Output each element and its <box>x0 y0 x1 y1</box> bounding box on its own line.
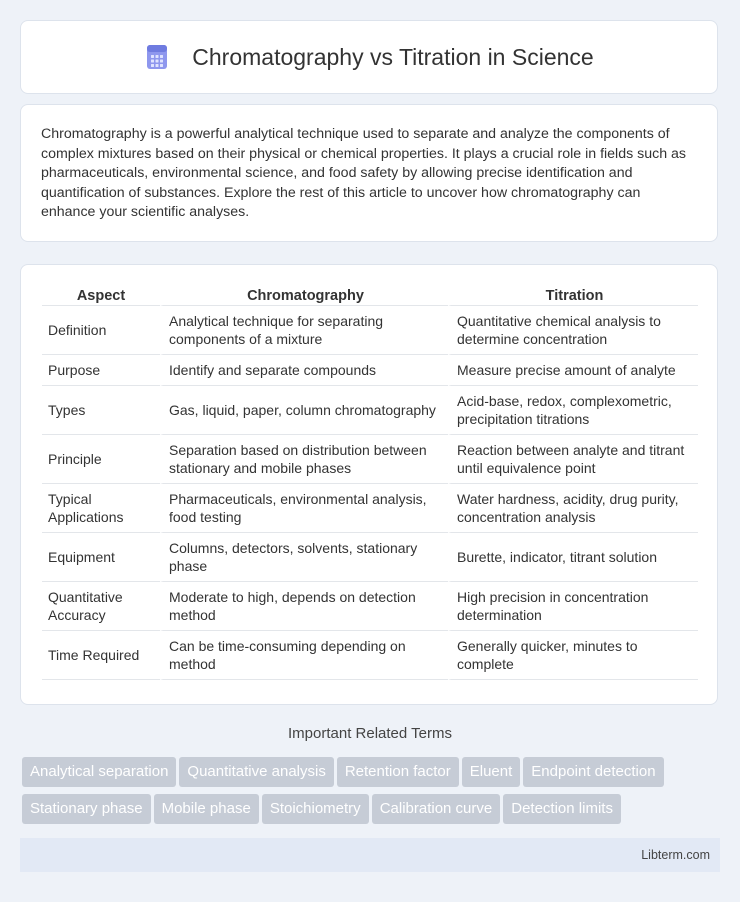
term-tag[interactable]: Analytical separation <box>22 757 176 787</box>
row-aspect: Principle <box>42 435 160 484</box>
page-title: Chromatography vs Titration in Science <box>192 43 594 70</box>
row-chromatography: Gas, liquid, paper, column chromatography <box>160 386 448 435</box>
term-tag[interactable]: Endpoint detection <box>523 757 663 787</box>
row-chromatography: Identify and separate compounds <box>160 355 448 386</box>
intro-text: Chromatography is a powerful analytical technique used to separate and analyze the components of complex mixtures based on their physical or chemical properties. It plays a crucial role in fields such as pharmaceuticals, environmental science, and food safety by allowing precise identification and quantification of substances. Explore the rest of this article to uncover how chromatography can enhance your scientific analyses. <box>41 126 687 220</box>
row-titration: Generally quicker, minutes to complete <box>448 631 698 680</box>
row-aspect: Time Required <box>42 631 160 680</box>
comparison-table <box>42 285 698 680</box>
row-chromatography: Separation based on distribution between stationary and mobile phases <box>160 435 448 484</box>
related-terms-title: Important Related Terms <box>288 725 452 742</box>
comparison-table-card <box>20 264 718 705</box>
row-chromatography: Pharmaceuticals, environmental analysis, food testing <box>160 484 448 533</box>
table-row <box>42 582 698 631</box>
related-terms-list <box>22 757 722 831</box>
footer-brand-link[interactable]: Libterm.com <box>641 848 710 862</box>
row-chromatography: Columns, detectors, solvents, stationary phase <box>160 533 448 582</box>
row-chromatography: Analytical technique for separating components of a mixture <box>160 306 448 355</box>
row-aspect: Quantitative Accuracy <box>42 582 160 631</box>
table-row <box>42 435 698 484</box>
header-card <box>20 20 718 94</box>
table-row <box>42 386 698 435</box>
term-tag[interactable]: Calibration curve <box>372 794 501 824</box>
term-tag[interactable]: Retention factor <box>337 757 459 787</box>
term-tag[interactable]: Mobile phase <box>154 794 259 824</box>
table-row <box>42 484 698 533</box>
footer <box>20 838 720 872</box>
row-titration: Acid-base, redox, complexometric, precipitation titrations <box>448 386 698 435</box>
term-tag[interactable]: Stationary phase <box>22 794 151 824</box>
row-chromatography: Moderate to high, depends on detection method <box>160 582 448 631</box>
row-aspect: Types <box>42 386 160 435</box>
header-aspect: Aspect <box>42 285 160 306</box>
row-aspect: Purpose <box>42 355 160 386</box>
row-titration: High precision in concentration determination <box>448 582 698 631</box>
table-row <box>42 533 698 582</box>
term-tag[interactable]: Detection limits <box>503 794 621 824</box>
table-row <box>42 355 698 386</box>
header-chromatography: Chromatography <box>160 285 448 306</box>
row-titration: Reaction between analyte and titrant until equivalence point <box>448 435 698 484</box>
intro-card <box>20 104 718 242</box>
row-titration: Burette, indicator, titrant solution <box>448 533 698 582</box>
row-aspect: Definition <box>42 306 160 355</box>
table-row <box>42 631 698 680</box>
term-tag[interactable]: Quantitative analysis <box>179 757 333 787</box>
calculator-icon <box>144 44 170 70</box>
table-header-row <box>42 285 698 306</box>
row-aspect: Typical Applications <box>42 484 160 533</box>
row-titration: Quantitative chemical analysis to determine concentration <box>448 306 698 355</box>
term-tag[interactable]: Stoichiometry <box>262 794 369 824</box>
row-aspect: Equipment <box>42 533 160 582</box>
table-row <box>42 306 698 355</box>
row-titration: Measure precise amount of analyte <box>448 355 698 386</box>
row-titration: Water hardness, acidity, drug purity, concentration analysis <box>448 484 698 533</box>
row-chromatography: Can be time-consuming depending on method <box>160 631 448 680</box>
header-titration: Titration <box>448 285 698 306</box>
term-tag[interactable]: Eluent <box>462 757 521 787</box>
